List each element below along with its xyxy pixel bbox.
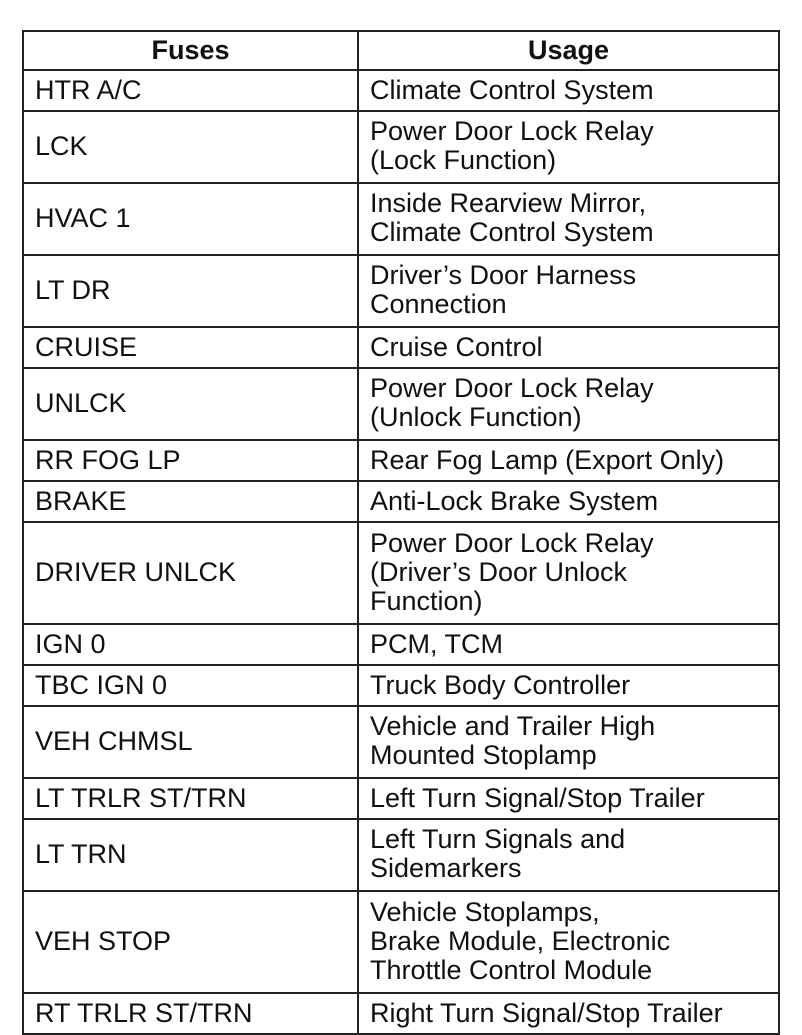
usage-line: Sidemarkers: [370, 853, 522, 883]
fuse-name-cell: LT TRLR ST/TRN: [23, 778, 358, 819]
usage-line: (Unlock Function): [370, 402, 582, 432]
fuse-usage-table-container: [22, 30, 778, 1035]
fuse-name-cell: BRAKE: [23, 481, 358, 522]
usage-line: PCM, TCM: [370, 629, 503, 659]
fuse-name-cell: TBC IGN 0: [23, 665, 358, 706]
fuse-name-cell: IGN 0: [23, 624, 358, 665]
usage-cell: [358, 624, 779, 665]
usage-line: Mounted Stoplamp: [370, 740, 597, 770]
table-row: [23, 255, 779, 327]
usage-line: (Driver’s Door Unlock: [370, 556, 628, 587]
fuse-name-cell: RT TRLR ST/TRN: [23, 993, 358, 1034]
table-row: [23, 111, 779, 183]
usage-line: Anti-Lock Brake System: [370, 486, 659, 516]
usage-cell: [358, 255, 779, 327]
usage-line: Rear Fog Lamp (Export Only): [370, 445, 725, 475]
table-header-row: [23, 31, 779, 70]
fuse-usage-table: [22, 30, 780, 1035]
usage-cell: [358, 111, 779, 183]
usage-cell: [358, 706, 779, 778]
usage-cell: [358, 440, 779, 481]
table-body: [23, 70, 779, 1034]
usage-line: Power Door Lock Relay: [370, 373, 654, 403]
usage-line: Climate Control System: [370, 217, 654, 247]
usage-line: Vehicle Stoplamps,: [370, 896, 600, 927]
fuse-name-cell: VEH STOP: [23, 891, 358, 993]
usage-cell: [358, 70, 779, 111]
usage-cell: [358, 891, 779, 993]
fuse-name-cell: VEH CHMSL: [23, 706, 358, 778]
usage-cell: [358, 778, 779, 819]
usage-column-header: Usage: [358, 31, 779, 70]
usage-line: Inside Rearview Mirror,: [370, 188, 647, 218]
table-row: [23, 993, 779, 1034]
usage-cell: [358, 481, 779, 522]
table-row: [23, 624, 779, 665]
usage-line: Climate Control System: [370, 75, 654, 105]
fuse-name-cell: LT TRN: [23, 819, 358, 891]
usage-line: Driver’s Door Harness: [370, 260, 637, 290]
table-row: [23, 665, 779, 706]
table-row: [23, 819, 779, 891]
table-row: [23, 183, 779, 255]
fuse-name-cell: CRUISE: [23, 327, 358, 368]
table-row: [23, 522, 779, 624]
fuse-name-cell: HTR A/C: [23, 70, 358, 111]
table-row: [23, 481, 779, 522]
usage-line: Power Door Lock Relay: [370, 527, 654, 558]
usage-line: Right Turn Signal/Stop Trailer: [370, 998, 723, 1028]
usage-cell: [358, 522, 779, 624]
fuse-name-cell: HVAC 1: [23, 183, 358, 255]
usage-line: Throttle Control Module: [370, 954, 653, 985]
table-row: [23, 440, 779, 481]
usage-cell: [358, 819, 779, 891]
usage-cell: [358, 183, 779, 255]
table-row: [23, 70, 779, 111]
usage-line: (Lock Function): [370, 145, 557, 175]
usage-line: Power Door Lock Relay: [370, 116, 654, 146]
usage-line: Vehicle and Trailer High: [370, 711, 656, 741]
fuse-name-cell: LCK: [23, 111, 358, 183]
usage-line: Left Turn Signal/Stop Trailer: [370, 783, 705, 813]
usage-cell: [358, 368, 779, 440]
usage-cell: [358, 327, 779, 368]
fuse-name-cell: DRIVER UNLCK: [23, 522, 358, 624]
usage-line: Brake Module, Electronic: [370, 925, 671, 956]
usage-line: Truck Body Controller: [370, 670, 631, 700]
table-row: [23, 368, 779, 440]
fuse-name-cell: LT DR: [23, 255, 358, 327]
table-row: [23, 778, 779, 819]
usage-line: Function): [370, 585, 483, 616]
usage-line: Left Turn Signals and: [370, 824, 626, 854]
table-row: [23, 327, 779, 368]
usage-cell: [358, 993, 779, 1034]
usage-line: Connection: [370, 289, 507, 319]
fuse-name-cell: RR FOG LP: [23, 440, 358, 481]
usage-cell: [358, 665, 779, 706]
fuses-column-header: Fuses: [23, 31, 358, 70]
usage-line: Cruise Control: [370, 332, 543, 362]
table-row: [23, 891, 779, 993]
fuse-name-cell: UNLCK: [23, 368, 358, 440]
table-row: [23, 706, 779, 778]
